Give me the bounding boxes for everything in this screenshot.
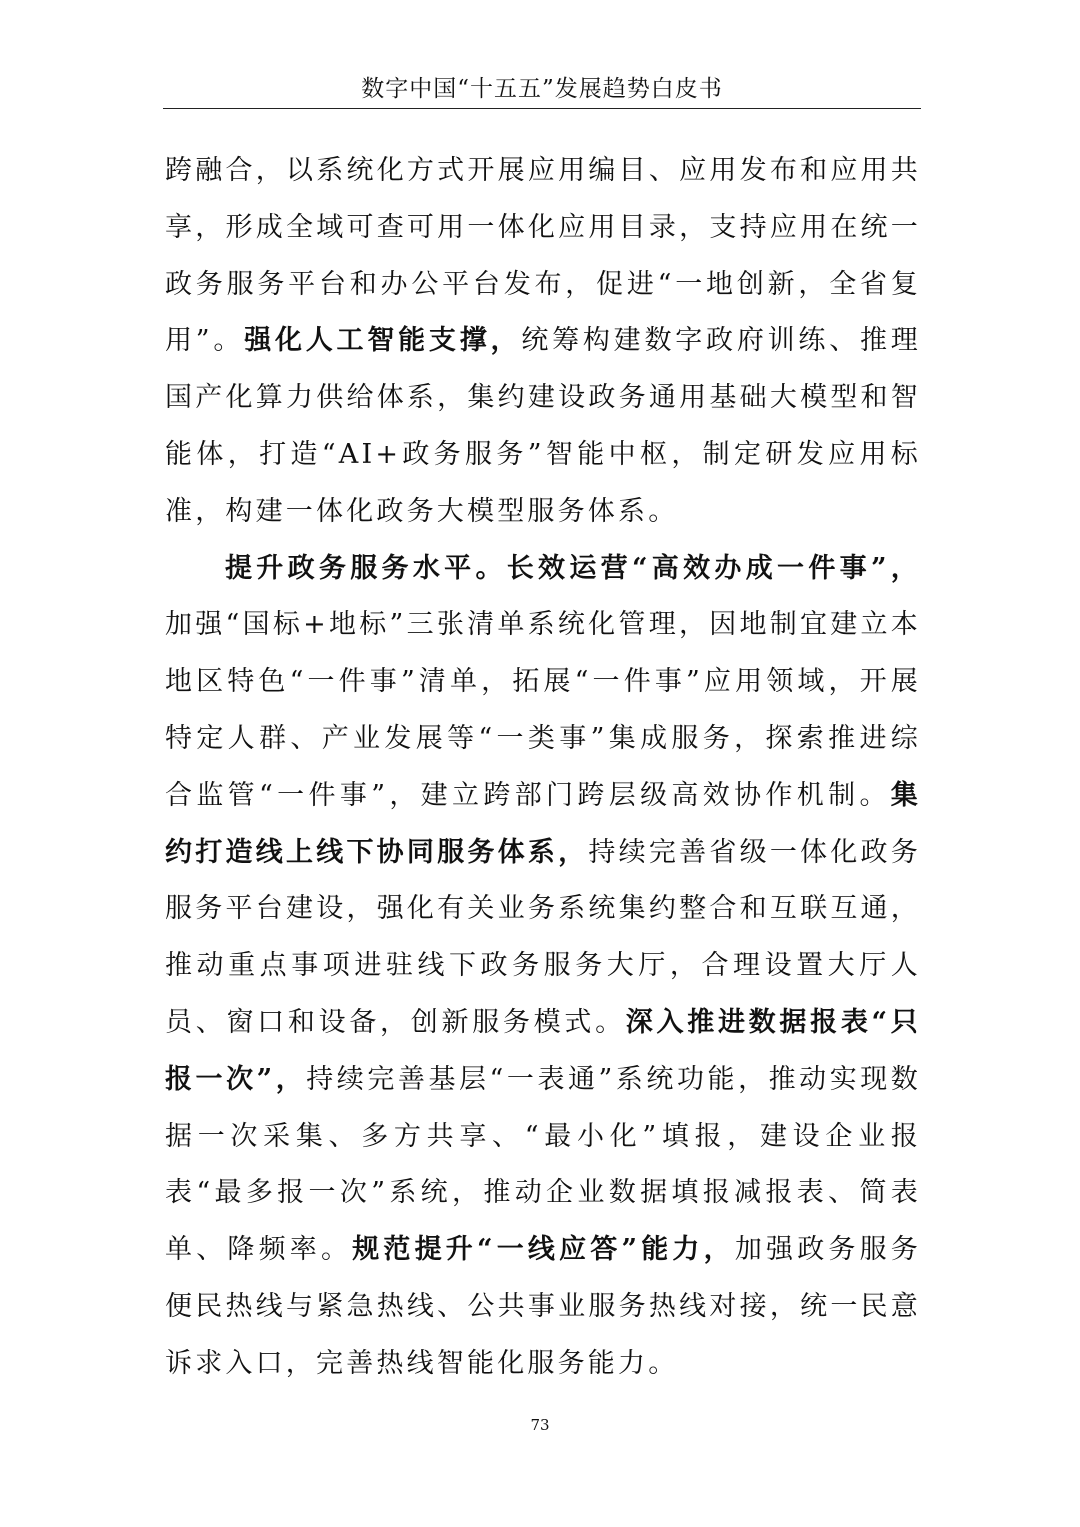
body-text (165, 143, 921, 1393)
header-divider (163, 108, 921, 109)
text-run: 持续完善省级一体化政务服务平台建设，强化有关业务系统集约整合和互联互通，推动重点事项进驻线下政务服务大厅，合理设置大厅人员、窗口和设备，创新服务模式。 (165, 836, 921, 1038)
paragraph-service-level (165, 541, 921, 1393)
running-header: 数字中国“十五五”发展趋势白皮书 (361, 76, 723, 102)
text-run: 持续完善基层“一表通”系统功能，推动实现数据一次采集、多方共享、“最小化”填报，建设企业报表“最多报一次”系统，推动企业数据填报减报表、简表单、降频率。 (165, 1063, 921, 1266)
text-run: 跨融合，以系统化方式开展应用编目、应用发布和应用共享，形成全域可查可用一体化应用目录，支持应用在统一政务服务平台和办公平台发布，促进“一地创新，全省复用”。 (165, 155, 921, 357)
bold-heading-online-offline: 集约打造线上线下协同服务体系， (165, 779, 921, 868)
text-run: 加强“国标+地标”三张清单系统化管理，因地制宜建立本地区特色“一件事”清单，拓展“一件事”应用领域，开展特定人群、产业发展等“一类事”集成服务，探索推进综合监管“一件事”，建立跨部门跨层级高效协作机制。 (165, 609, 921, 811)
page-number: 73 (530, 1416, 550, 1434)
bold-heading-service-level: 提升政务服务水平。长效运营“高效办成一件事”， (225, 552, 921, 584)
bold-heading-report-once: 深入推进数据报表“只报一次”， (165, 1006, 922, 1095)
bold-heading-ai-support: 强化人工智能支撑， (244, 325, 522, 357)
paragraph-ai-support (165, 143, 921, 541)
text-run: 加强政务服务便民热线与紧急热线、公共事业服务热线对接，统一民意诉求入口，完善热线智能化服务能力。 (165, 1234, 921, 1379)
text-run: 统筹构建数字政府训练、推理国产化算力供给体系，集约建设政务通用基础大模型和智能体，打造“AI+政务服务”智能中枢，制定研发应用标准，构建一体化政务大模型服务体系。 (165, 325, 921, 527)
bold-heading-hotline: 规范提升“一线应答”能力， (352, 1234, 735, 1266)
